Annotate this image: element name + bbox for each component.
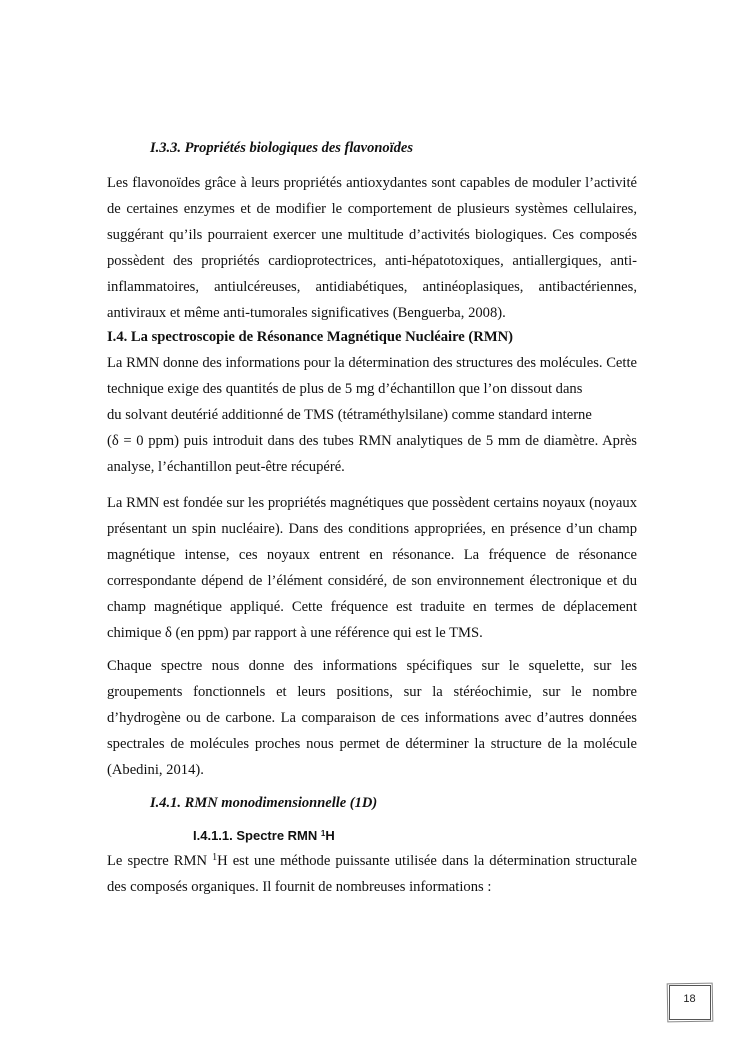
section-heading-1-4-1: I.4.1. RMN monodimensionnelle (1D) [150, 795, 378, 811]
paragraph-rmn-intro [107, 350, 637, 480]
paragraph-text: Les flavonoïdes grâce à leurs propriétés antioxydantes sont capables de moduler l’activité de certaines enzymes et de modifier le comportement de plusieurs systèmes cellulaires, suggérant qu’ils pourraient exercer une multitude d’activités biologiques. Ces composés possèdent des propriétés cardioprotectrices, anti-hépatotoxiques, antiallergiques, anti-inflammatoires, antiulcéreuses, antidiabétiques, antinéoplasiques, antibactériennes, antiviraux et même anti-tumorales significatives (Benguerba, 2008). [107, 175, 637, 321]
paragraph-text [107, 848, 637, 900]
paragraph-text: La RMN donne des informations pour la détermination des structures des molécules. Cette technique exige des quantités de plus de 5 mg d’échantillon que l’on dissout dans [107, 355, 637, 397]
heading-superscript: 1 [320, 829, 326, 838]
page-number: 18 [683, 993, 696, 1005]
paragraph-rest: H est une méthode puissante utilisée dans la détermination structurale des composés organiques. Il fournit de nombreuses informations : [107, 853, 637, 895]
paragraph-line: du solvant deutérié additionné de TMS (tétraméthylsilane) comme standard interne [107, 407, 592, 423]
paragraph-rmn-principle [107, 490, 637, 646]
paragraph-rmn-1h [107, 848, 637, 900]
section-heading-1-3-3: I.3.3. Propriétés biologiques des flavonoïdes [150, 140, 414, 156]
paragraph-rmn-spectre [107, 653, 637, 783]
section-heading-1-4: I.4. La spectroscopie de Résonance Magnétique Nucléaire (RMN) [107, 329, 514, 345]
paragraph-flavonoides [107, 170, 637, 326]
paragraph-text: La RMN est fondée sur les propriétés magnétiques que possèdent certains noyaux (noyaux présentant un spin nucléaire). Dans des conditions appropriées, en présence d’un champ magnétique intense, ces noyaux entrent en résonance. La fréquence de résonance correspondante dépend de l’élément considéré, de son environnement électronique et du champ magnétique appliqué. Cette fréquence est traduite en termes de déplacement chimique δ (en ppm) par rapport à une référence qui est le TMS. [107, 495, 637, 641]
heading-text-suffix: H [325, 828, 335, 843]
paragraph-text: (δ = 0 ppm) puis introduit dans des tubes RMN analytiques de 5 mm de diamètre. Après analyse, l’échantillon peut-être récupéré. [107, 433, 637, 475]
page-number-box [667, 983, 712, 1021]
paragraph-superscript: 1 [212, 852, 218, 863]
section-heading-1-4-1-1 [193, 828, 335, 843]
paragraph-text: Chaque spectre nous donne des informations spécifiques sur le squelette, sur les groupements fonctionnels et leurs positions, sur la stéréochimie, sur le nombre d’hydrogène ou de carbone. La comparaison de ces informations avec d’autres données spectrales de molécules proches nous permet de déterminer la structure de la molécule (Abedini, 2014). [107, 658, 637, 778]
paragraph-prefix: Le spectre RMN [107, 853, 213, 869]
heading-text: I.4.1.1. Spectre RMN [193, 828, 321, 843]
